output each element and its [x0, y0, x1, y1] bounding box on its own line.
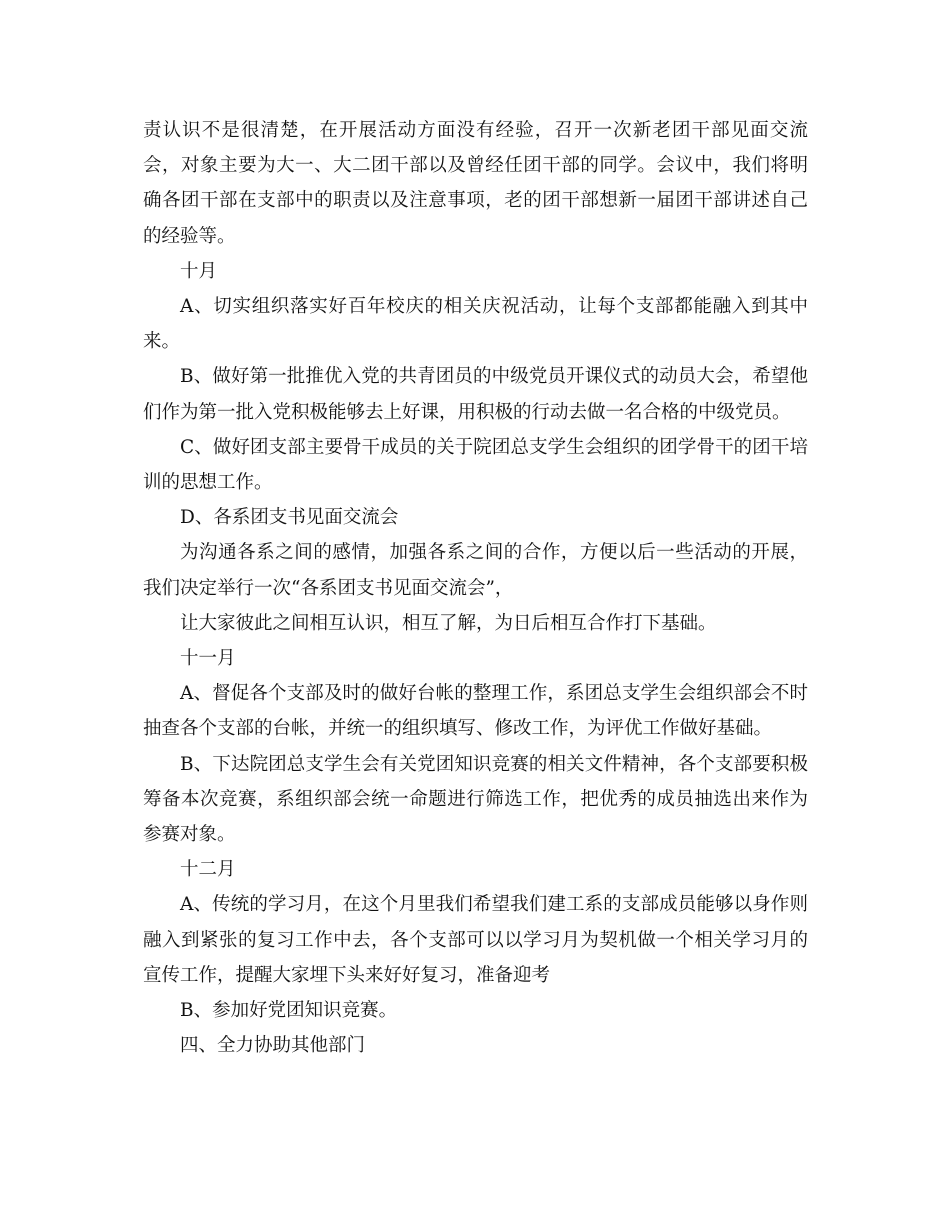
paragraph-oct-c: C、做好团支部主要骨干成员的关于院团总支学生会组织的团学骨干的团干培训的思想工作。 [143, 436, 808, 494]
heading-december: 十二月 [180, 859, 236, 881]
paragraph-dec-b: B、参加好党团知识竞赛。 [180, 1000, 398, 1022]
paragraph-oct-d-detail: 为沟通各系之间的感情，加强各系之间的合作，方便以后一些活动的开展，我们决定举行一次“各系团支书见面交流会”， [143, 542, 808, 599]
paragraph-oct-d: D、各系团支书见面交流会 [180, 507, 399, 529]
paragraph-dec-a: A、传统的学习月，在这个月里我们希望我们建工系的支部成员能够以身作则融入到紧张的复习工作中去，各个支部可以以学习月为契机做一个相关学习月的宣传工作，提醒大家埋下头来好好复习，准备迎考 [143, 894, 808, 986]
heading-november: 十一月 [180, 648, 236, 670]
heading-october: 十月 [180, 260, 218, 282]
paragraph-nov-b: B、下达院团总支学生会有关党团知识竞赛的相关文件精神，各个支部要积极筹备本次竞赛，系组织部会统一命题进行筛选工作，把优秀的成员抽选出来作为参赛对象。 [143, 753, 808, 846]
paragraph-oct-a: A、切实组织落实好百年校庆的相关庆祝活动，让每个支部都能融入到其中来。 [143, 296, 808, 353]
paragraph-oct-d-purpose: 让大家彼此之间相互认识，相互了解，为日后相互合作打下基础。 [180, 612, 717, 634]
paragraph-oct-b: B、做好第一批推优入党的共青团员的中级党员开课仪式的动员大会，希望他们作为第一批入党积极能够去上好课，用积极的行动去做一名合格的中级党员。 [143, 366, 808, 423]
paragraph-nov-a: A、督促各个支部及时的做好台帐的整理工作，系团总支学生会组织部会不时抽查各个支部的台帐，并统一的组织填写、修改工作，为评优工作做好基础。 [143, 683, 808, 740]
heading-section-four: 四、全力协助其他部门 [180, 1035, 366, 1057]
document-body [143, 113, 808, 1063]
paragraph-continued: 责认识不是很清楚，在开展活动方面没有经验，召开一次新老团干部见面交流会，对象主要为大一、大二团干部以及曾经任团干部的同学。会议中，我们将明确各团干部在支部中的职责以及注意事项，老的团干部想新一届团干部讲述自己的经验等。 [143, 120, 808, 247]
